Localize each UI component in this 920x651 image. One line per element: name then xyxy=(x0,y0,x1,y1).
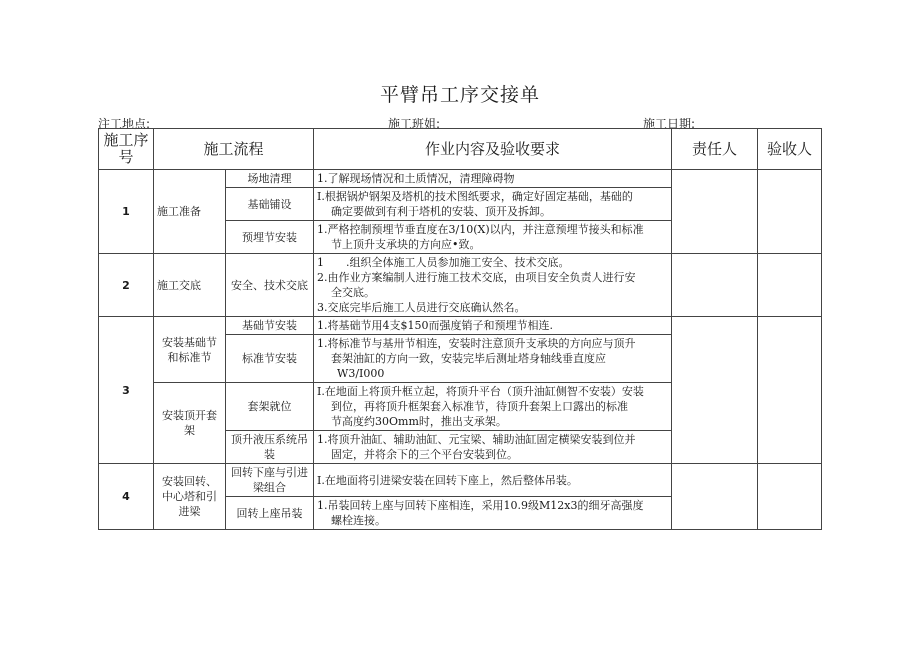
header-seq: 施工序号 xyxy=(99,129,154,170)
stage-cell: 安装回转、中心塔和引进梁 xyxy=(154,464,226,530)
row-number: 2 xyxy=(99,254,154,317)
row-number: 1 xyxy=(99,170,154,254)
header-acceptor: 验收人 xyxy=(758,129,822,170)
table-row xyxy=(99,317,822,335)
step-cell: 预埋节安装 xyxy=(226,221,314,254)
content-cell: 1.吊装回转上座与回转下座相连，采用10.9级M12x3的细牙高强度 螺栓连接。 xyxy=(314,497,672,530)
step-cell: 套架就位 xyxy=(226,383,314,431)
content-cell: 1.将标准节与基卅节相连，安装时注意顶升支承块的方向应与顶升 套架油缸的方向一致，安装完毕后测址塔身轴线垂直度应 W3/I000 xyxy=(314,335,672,383)
content-cell: 1.将顶升油缸、辅助油缸、元宝梁、辅助油缸固定横梁安装到位并 固定，并将余下的三个平台安装到位。 xyxy=(314,431,672,464)
content-cell: 1.严格控制预埋节垂直度在3/10(X)以内，并注意预埋节接头和标准 节上顶升支承块的方向应•致。 xyxy=(314,221,672,254)
step-cell: 回转上座吊装 xyxy=(226,497,314,530)
table-row xyxy=(99,464,822,497)
header-content: 作业内容及验收要求 xyxy=(314,129,672,170)
page-title: 平臂吊工序交接单 xyxy=(379,84,540,106)
responsible-cell[interactable] xyxy=(672,464,758,530)
stage-cell: 施工准备 xyxy=(154,170,226,254)
step-cell: 标准节安装 xyxy=(226,335,314,383)
acceptor-cell[interactable] xyxy=(758,317,822,464)
location-label: 注工地点: xyxy=(98,117,151,131)
step-cell: 基础铺设 xyxy=(226,188,314,221)
handover-table xyxy=(98,128,822,530)
content-cell: I.在地面上将顶升框立起，将顶升平台（顶升油缸侧智不安装）安装 到位，再将顶升框架套入标准节，待顶升套架上口露出的标准 节高度约30Omm时，推出支承架。 xyxy=(314,383,672,431)
row-number: 4 xyxy=(99,464,154,530)
stage-cell: 施工交底 xyxy=(154,254,226,317)
table-row xyxy=(99,170,822,188)
team-label: 施工班姐: xyxy=(388,117,441,131)
step-cell: 基础节安装 xyxy=(226,317,314,335)
responsible-cell[interactable] xyxy=(672,317,758,464)
responsible-cell[interactable] xyxy=(672,170,758,254)
stage-cell: 安装基础节和标准节 xyxy=(154,317,226,383)
header-responsible: 责任人 xyxy=(672,129,758,170)
step-cell: 场地清理 xyxy=(226,170,314,188)
stage-cell: 安装顶开套架 xyxy=(154,383,226,464)
content-cell: 1.了解现场情况和土质情况，清理障碍物 xyxy=(314,170,672,188)
header-flow: 施工流程 xyxy=(154,129,314,170)
step-cell: 安全、技术交底 xyxy=(226,254,314,317)
responsible-cell[interactable] xyxy=(672,254,758,317)
content-cell: I.在地面将引进梁安装在回转下座上，然后整体吊装。 xyxy=(314,464,672,497)
acceptor-cell[interactable] xyxy=(758,254,822,317)
step-cell: 顶升液压系统吊装 xyxy=(226,431,314,464)
header-row xyxy=(99,129,822,170)
content-cell: 1 .组织全体施工人员参加施工安全、技术交底。 2.由作业方案编制人进行施工技术交底，由项目安全负责人进行安 全交底。 3.交底完毕后施工人员进行交底确认然名。 xyxy=(314,254,672,317)
table-row xyxy=(99,254,822,317)
date-label: 施工日期: xyxy=(643,117,696,131)
acceptor-cell[interactable] xyxy=(758,464,822,530)
step-cell: 回转下座与引进梁组合 xyxy=(226,464,314,497)
content-cell: 1.将基础节用4支$150而强度销子和预埋节相连. xyxy=(314,317,672,335)
row-number: 3 xyxy=(99,317,154,464)
content-cell: I.根据锅炉钢架及塔机的技术图纸要求，确定好固定基础，基础的 确定要做到有利于塔机的安装、顶开及拆卸。 xyxy=(314,188,672,221)
acceptor-cell[interactable] xyxy=(758,170,822,254)
